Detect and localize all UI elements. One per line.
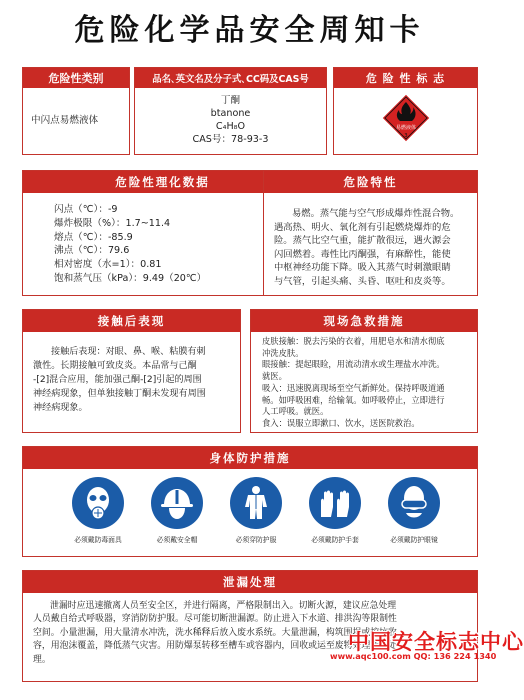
properties-header: 危险性理化数据 xyxy=(23,171,302,193)
identity-panel xyxy=(134,67,327,155)
contact-line: 神经病现象。 xyxy=(33,403,88,413)
watermark-name: 中国安全标志中心 xyxy=(348,630,524,654)
protection-panel xyxy=(22,446,478,557)
properties-list xyxy=(54,203,206,286)
flammable-liquid-icon xyxy=(381,93,431,143)
chemical-formula: C₄H₈O xyxy=(215,121,246,132)
hazard-sign-header: 危 险 性 标 志 xyxy=(334,68,477,88)
property-line: 闪点（℃）：-9 xyxy=(54,204,118,215)
ppe-label: 必须戴安全帽 xyxy=(156,536,198,544)
hazard-line: 闪回燃着。毒性比丙酮强，有麻醉性，能使 xyxy=(274,248,451,260)
gas-mask-icon xyxy=(72,477,124,529)
first-aid-header: 现场急救措施 xyxy=(251,310,477,332)
hazards-panel xyxy=(263,170,478,296)
hazard-line: 遇高热、明火、氧化剂有引起燃烧爆炸的危 xyxy=(274,221,451,233)
leak-line: 泄漏时应迅速撤离人员至安全区，并进行隔离，严格限制出入。切断火源，建议应急处理 xyxy=(50,601,397,611)
property-line: 饱和蒸气压（kPa）：9.49（20℃） xyxy=(54,272,207,284)
ppe-label: 必须穿防护服 xyxy=(235,536,277,544)
hazard-sign-panel xyxy=(333,67,478,155)
identity-header: 品名､英文名及分子式､CC码及CAS号 xyxy=(135,68,326,88)
safety-helmet-icon xyxy=(151,477,203,529)
protective-suit-icon xyxy=(230,477,282,529)
safety-goggles-icon xyxy=(388,477,440,529)
contact-line: 激性。长期接触可致皮炎。本品常与己酮 xyxy=(33,361,197,371)
contact-panel xyxy=(22,309,241,433)
leak-header: 泄漏处理 xyxy=(23,571,477,593)
page-title: 危险化学品安全周知卡 xyxy=(74,13,425,48)
hazard-line: 与气管，引起头痛、头昏、呕吐和皮炎等。 xyxy=(274,275,451,287)
contact-line: -[2]混合应用，能加强己酮-[2]引起的周围 xyxy=(33,375,202,385)
first-aid-line: 吸入：迅速脱离现场至空气新鲜处。保持呼吸道通 xyxy=(262,382,445,393)
first-aid-line: 冲洗皮肤。 xyxy=(262,347,304,358)
ppe-label: 必须戴防毒面具 xyxy=(74,536,122,544)
diamond-text: 易燃液体 xyxy=(395,125,417,131)
hazard-line: 易燃。蒸气能与空气形成爆炸性混合物。 xyxy=(292,208,460,219)
leak-line: 理。 xyxy=(33,654,51,665)
first-aid-line: 皮肤接触：脱去污染的衣着，用肥皂水和清水彻底 xyxy=(262,336,445,346)
first-aid-panel xyxy=(250,309,478,433)
property-line: 爆炸极限（%）：1.7~11.4 xyxy=(54,217,171,229)
cas-number: CAS号：78-93-3 xyxy=(192,134,269,145)
properties-panel xyxy=(22,170,303,296)
chemical-name-cn: 丁酮 xyxy=(220,95,241,106)
contact-line: 神经病现象，但单独接触丁酮未发现有周围 xyxy=(33,389,206,399)
category-header: 危险性类别 xyxy=(23,68,129,88)
first-aid-line: 就医。 xyxy=(262,371,287,382)
ppe-label: 必须戴防护手套 xyxy=(311,536,359,544)
property-line: 熔点（℃）：-85.9 xyxy=(54,231,133,243)
watermark-contact: www.aqc100.com QQ: 136 224 1340 xyxy=(330,651,497,661)
category-panel xyxy=(22,67,130,155)
protection-header: 身体防护措施 xyxy=(23,447,477,469)
first-aid-line: 食入：误服立即漱口、饮水，送医院救治。 xyxy=(262,417,420,428)
leak-line: 空间。小量泄漏，用大量清水冲洗，洗水稀释后放入废水系统。大量泄漏，构筑围堤或挖坑收 xyxy=(33,627,397,638)
hazard-line: 中枢神经功能下降。吸入其蒸气时刺激眼睛 xyxy=(274,262,451,273)
first-aid-line: 畅。如呼吸困难，给输氧。如呼吸停止，立即进行 xyxy=(262,394,445,405)
first-aid-text xyxy=(262,336,445,430)
first-aid-line: 人工呼吸。就医。 xyxy=(262,406,329,417)
category-value: 中闪点易燃液体 xyxy=(31,115,99,126)
property-line: 相对密度（水=1）：0.81 xyxy=(54,259,162,271)
contact-header: 接触后表现 xyxy=(23,310,240,332)
identity-info xyxy=(135,94,326,146)
property-line: 沸点（℃）：79.6 xyxy=(54,245,130,257)
leak-line: 容，用泡沫覆盖，降低蒸气灾害。用防爆泵转移至槽车或容器内，回收或运至废物处理场所处 xyxy=(33,641,397,652)
hazards-text xyxy=(274,207,459,288)
chemical-name-en: btanone xyxy=(210,108,251,119)
hazards-header: 危险特性 xyxy=(264,171,477,193)
contact-line: 接触后表现：对眼、鼻、喉、粘膜有刺 xyxy=(51,347,206,357)
protective-gloves-icon xyxy=(309,477,361,529)
hazard-class-number: 3 xyxy=(404,133,408,139)
ppe-label: 必须戴防护眼镜 xyxy=(390,536,438,544)
first-aid-line: 眼接触：提起眼睑，用流动清水或生理盐水冲洗。 xyxy=(262,359,445,370)
hazard-line: 险。蒸气比空气重，能扩散很远，遇火源会 xyxy=(274,235,451,246)
contact-text xyxy=(33,345,206,415)
leak-line: 人员戴自给式呼吸器，穿消防防护服。尽可能切断泄漏源。防止进入下水道、排洪沟等限制性 xyxy=(33,614,397,625)
